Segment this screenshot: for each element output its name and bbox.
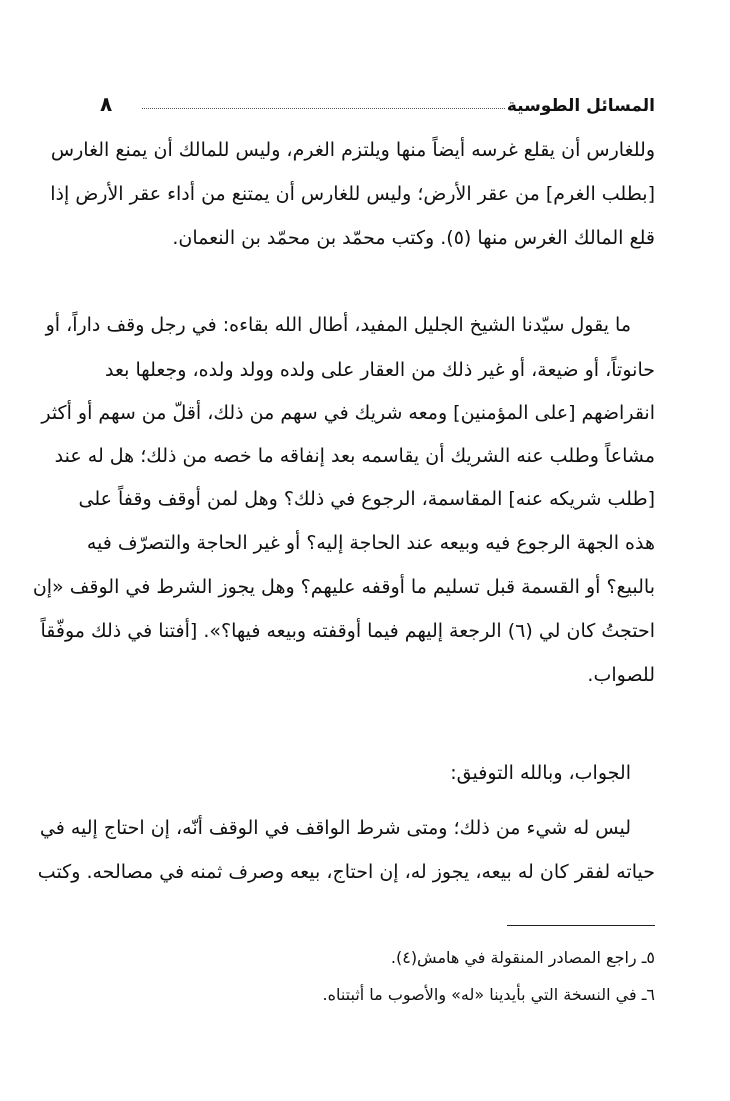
text-line: [بطلب الغرم] من عقر الأرض؛ وليس للغارس أن يمتنع من أداء عقر الأرض إذا	[50, 183, 655, 205]
footnote-6: ٦ـ في النسخة التي بأيدينا «له» والأصوب ما أثبتناه.	[322, 985, 655, 1004]
text-line: [طلب شريكه عنه] المقاسمة، الرجوع في ذلك؟ وهل لمن أوقف وقفاً على	[78, 488, 655, 510]
text-line: للصواب.	[587, 664, 655, 686]
text-line: قلع المالك الغرس منها (٥). وكتب محمّد بن محمّد بن النعمان.	[172, 227, 655, 249]
text-line: ليس له شيء من ذلك؛ ومتى شرط الواقف في الوقف أنّه، إن احتاج إليه في	[39, 817, 631, 839]
answer-heading: الجواب، وبالله التوفيق:	[450, 762, 631, 784]
running-title: المسائل الطوسية	[506, 96, 655, 116]
text-line: هذه الجهة الرجوع فيه وبيعه عند الحاجة إليه؟ أو غير الحاجة والتصرّف فيه	[86, 532, 655, 554]
header-dotted-leader	[142, 108, 505, 109]
footnote-separator	[507, 925, 655, 926]
text-line: حياته لفقر كان له بيعه، يجوز له، إن احتاج، بيعه وصرف ثمنه في مصالحه. وكتب	[37, 861, 655, 883]
text-line: وللغارس أن يقلع غرسه أيضاً منها ويلتزم الغرم، وليس للمالك أن يمنع الغارس	[50, 139, 655, 161]
running-header	[100, 86, 655, 116]
text-line: مشاعاً وطلب عنه الشريك أن يقاسمه بعد إنفاقه ما خصه من ذلك؛ هل له عند	[54, 445, 655, 467]
page-number: ٨	[100, 92, 113, 116]
text-line: احتجتُ كان لي (٦) الرجعة إليهم فيما أوقفته وبيعه فيها؟». [أفتنا في ذلك موفّقاً	[40, 620, 655, 642]
footnote-5: ٥ـ راجع المصادر المنقولة في هامش(٤).	[390, 948, 655, 967]
text-line: بالبيع؟ أو القسمة قبل تسليم ما أوقفه عليهم؟ وهل يجوز الشرط في الوقف «إن	[32, 576, 655, 598]
text-line: حانوتاً، أو ضيعة، أو غير ذلك من العقار على ولده وولد ولده، وجعلها بعد	[105, 359, 655, 381]
text-line: ما يقول سيّدنا الشيخ الجليل المفيد، أطال الله بقاءه: في رجل وقف داراً، أو	[45, 314, 631, 336]
text-line: انقراضهم [على المؤمنين] ومعه شريك في سهم من ذلك، أقلّ من سهم أو أكثر	[41, 402, 655, 424]
